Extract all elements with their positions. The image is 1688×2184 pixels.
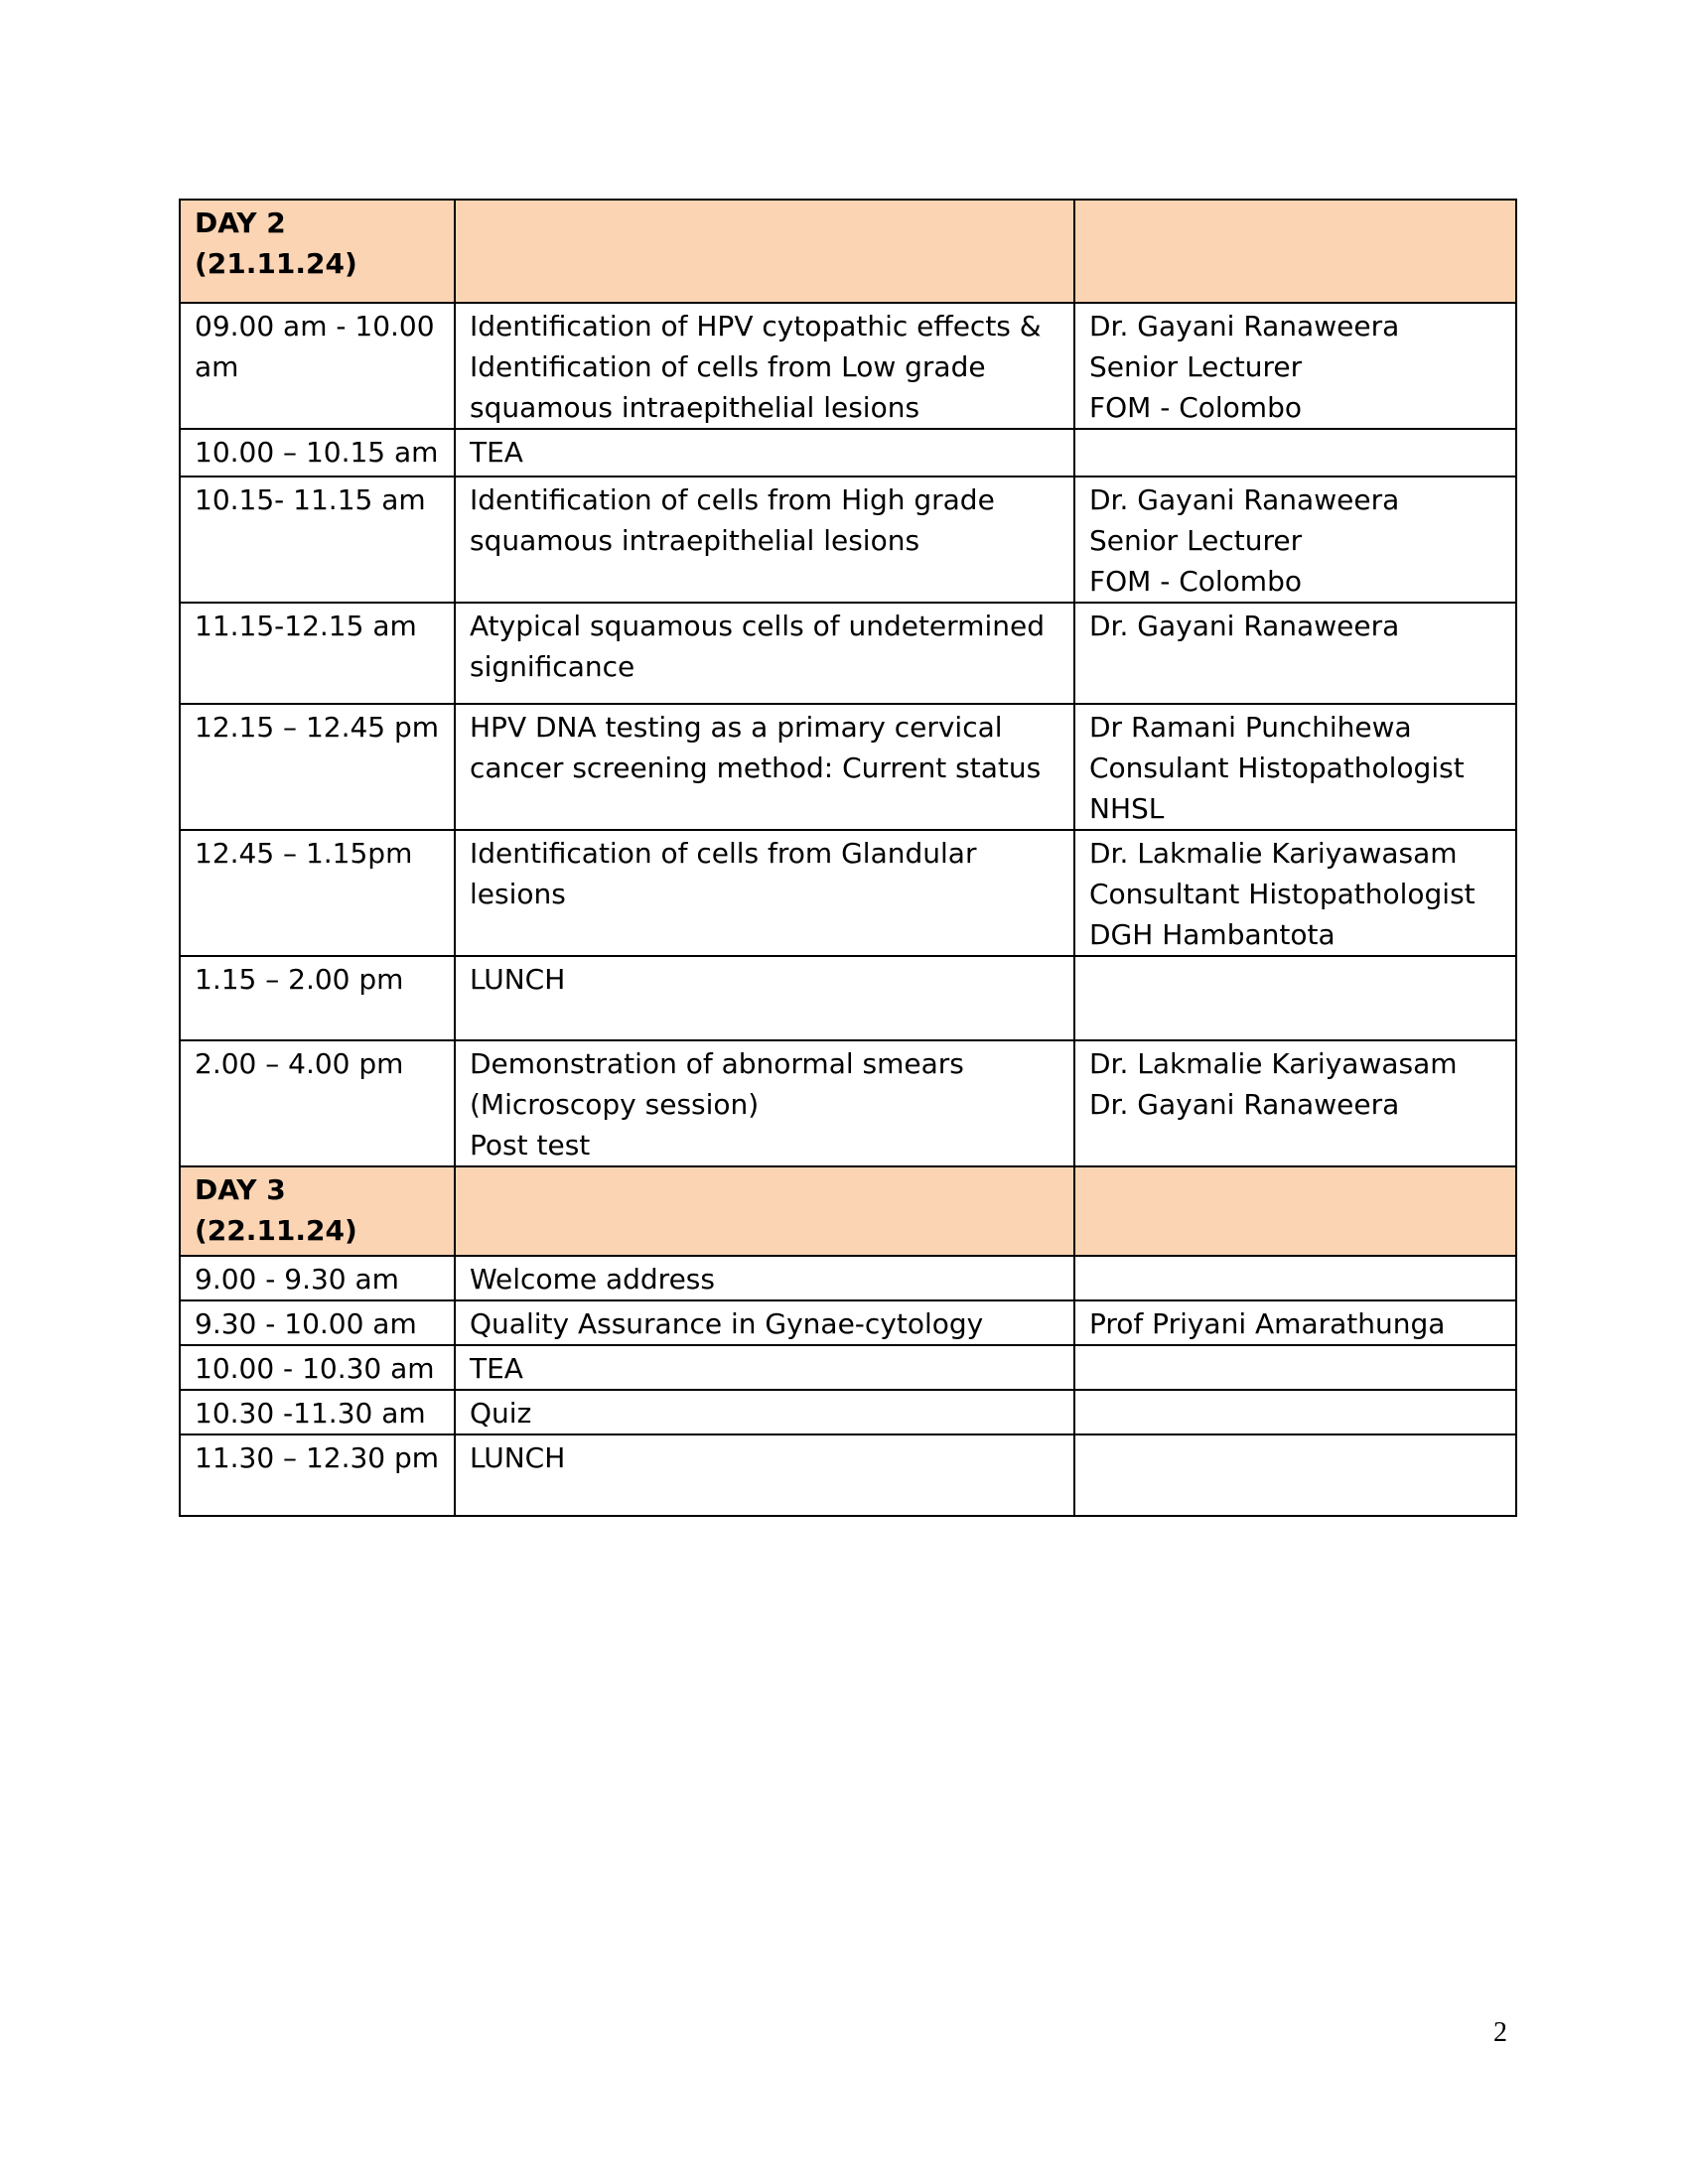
table-row (180, 704, 1516, 830)
topic-cell: Identification of cells from High grade squamous intraepithelial lesions (455, 477, 1074, 603)
speaker-cell: Dr. Lakmalie Kariyawasam Consultant Histopathologist DGH Hambantota (1074, 830, 1516, 956)
time-cell: 11.30 – 12.30 pm (180, 1434, 455, 1516)
speaker-cell (1074, 956, 1516, 1040)
time-cell: 10.15- 11.15 am (180, 477, 455, 603)
time-cell: 2.00 – 4.00 pm (180, 1040, 455, 1166)
empty-cell (1074, 1166, 1516, 1256)
topic-cell: Welcome address (455, 1256, 1074, 1300)
topic-cell: HPV DNA testing as a primary cervical cancer screening method: Current status (455, 704, 1074, 830)
table-row (180, 1390, 1516, 1434)
time-cell: 10.30 -11.30 am (180, 1390, 455, 1434)
day-label: DAY 3 (22.11.24) (180, 1166, 455, 1256)
time-cell: 11.15-12.15 am (180, 603, 455, 704)
table-row (180, 303, 1516, 429)
table-row (180, 956, 1516, 1040)
time-cell: 1.15 – 2.00 pm (180, 956, 455, 1040)
speaker-cell: Dr. Lakmalie Kariyawasam Dr. Gayani Ranaweera (1074, 1040, 1516, 1166)
time-cell: 9.30 - 10.00 am (180, 1300, 455, 1345)
table-row (180, 1040, 1516, 1166)
time-cell: 9.00 - 9.30 am (180, 1256, 455, 1300)
speaker-cell (1074, 1345, 1516, 1390)
table-row (180, 1256, 1516, 1300)
schedule-table (179, 199, 1517, 1517)
topic-cell: Identification of HPV cytopathic effects & Identification of cells from Low grade squamous intraepithelial lesions (455, 303, 1074, 429)
speaker-cell: Dr. Gayani Ranaweera Senior Lecturer FOM - Colombo (1074, 303, 1516, 429)
topic-cell: TEA (455, 1345, 1074, 1390)
topic-cell: Quality Assurance in Gynae-cytology (455, 1300, 1074, 1345)
table-row (180, 1300, 1516, 1345)
topic-cell: Demonstration of abnormal smears (Microscopy session) Post test (455, 1040, 1074, 1166)
time-cell: 10.00 - 10.30 am (180, 1345, 455, 1390)
topic-cell: LUNCH (455, 956, 1074, 1040)
time-cell: 12.15 – 12.45 pm (180, 704, 455, 830)
speaker-cell: Dr. Gayani Ranaweera Senior Lecturer FOM - Colombo (1074, 477, 1516, 603)
topic-cell: Quiz (455, 1390, 1074, 1434)
speaker-cell (1074, 1434, 1516, 1516)
table-row (180, 1345, 1516, 1390)
time-cell: 12.45 – 1.15pm (180, 830, 455, 956)
table-row (180, 1434, 1516, 1516)
table-row (180, 603, 1516, 704)
speaker-cell (1074, 429, 1516, 477)
empty-cell (455, 1166, 1074, 1256)
day-label: DAY 2 (21.11.24) (180, 200, 455, 303)
topic-cell: TEA (455, 429, 1074, 477)
page-number: 2 (1493, 2017, 1507, 2048)
day-header-row (180, 200, 1516, 303)
speaker-cell (1074, 1390, 1516, 1434)
speaker-cell: Dr Ramani Punchihewa Consulant Histopathologist NHSL (1074, 704, 1516, 830)
day-header-row (180, 1166, 1516, 1256)
speaker-cell (1074, 1256, 1516, 1300)
time-cell: 10.00 – 10.15 am (180, 429, 455, 477)
table-row (180, 477, 1516, 603)
table-row (180, 429, 1516, 477)
time-cell: 09.00 am - 10.00 am (180, 303, 455, 429)
table-row (180, 830, 1516, 956)
speaker-cell: Prof Priyani Amarathunga (1074, 1300, 1516, 1345)
topic-cell: Identification of cells from Glandular lesions (455, 830, 1074, 956)
topic-cell: Atypical squamous cells of undetermined significance (455, 603, 1074, 704)
empty-cell (455, 200, 1074, 303)
empty-cell (1074, 200, 1516, 303)
topic-cell: LUNCH (455, 1434, 1074, 1516)
speaker-cell: Dr. Gayani Ranaweera (1074, 603, 1516, 704)
